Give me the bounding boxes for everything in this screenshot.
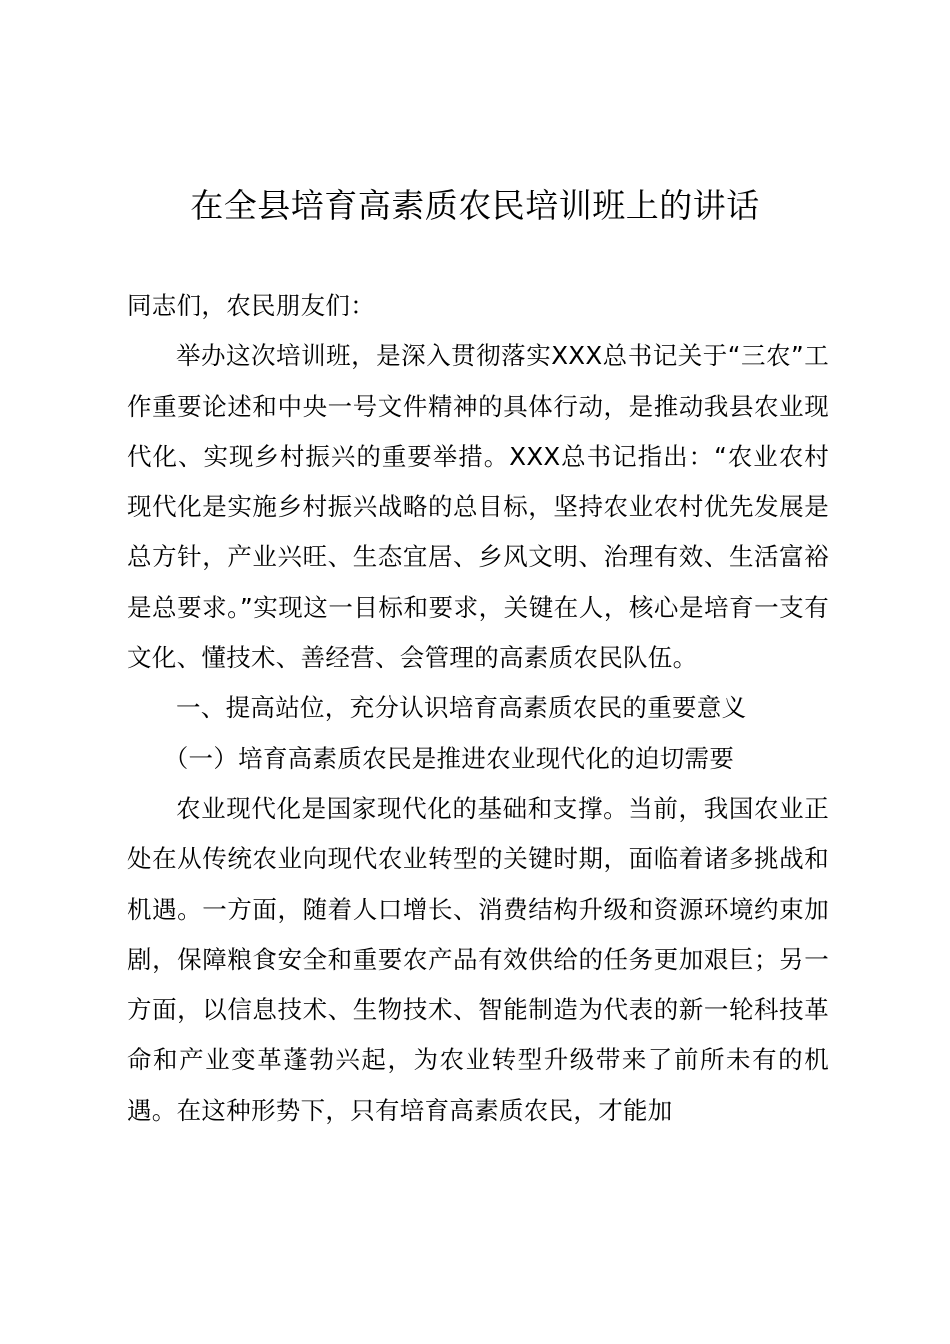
document-body xyxy=(127,281,829,1136)
body-paragraph-2: 农业现代化是国家现代化的基础和支撑。当前，我国农业正处在从传统农业向现代农业转型的关键时期，面临着诸多挑战和机遇。一方面，随着人口增长、消费结构升级和资源环境约束加剧，保障粮食安全和重要农产品有效供给的任务更加艰巨；另一方面，以信息技术、生物技术、智能制造为代表的新一轮科技革命和产业变革蓬勃兴起，为农业转型升级带来了前所未有的机遇。在这种形势下，只有培育高素质农民，才能加 xyxy=(127,793,829,1125)
document-title: 在全县培育高素质农民培训班上的讲话 xyxy=(190,186,760,225)
intro-paragraph: 举办这次培训班，是深入贯彻落实XXX总书记关于“三农”工作重要论述和中央一号文件精神的具体行动，是推动我县农业现代化、实现乡村振兴的重要举措。XXX总书记指出：“农业农村现代化是实施乡村振兴战略的总目标，坚持农业农村优先发展是总方针，产业兴旺、生态宜居、乡风文明、治理有效、生活富裕是总要求。”实现这一目标和要求，关键在人，核心是培育一支有文化、懂技术、善经营、会管理的高素质农民队伍。 xyxy=(127,341,829,673)
greeting-line: 同志们，农民朋友们： xyxy=(127,291,375,320)
section-heading-1: 一、提高站位，充分认识培育高素质农民的重要意义 xyxy=(176,693,747,723)
subsection-heading-1-1: （一）培育高素质农民是推进农业现代化的迫切需要 xyxy=(163,743,735,773)
